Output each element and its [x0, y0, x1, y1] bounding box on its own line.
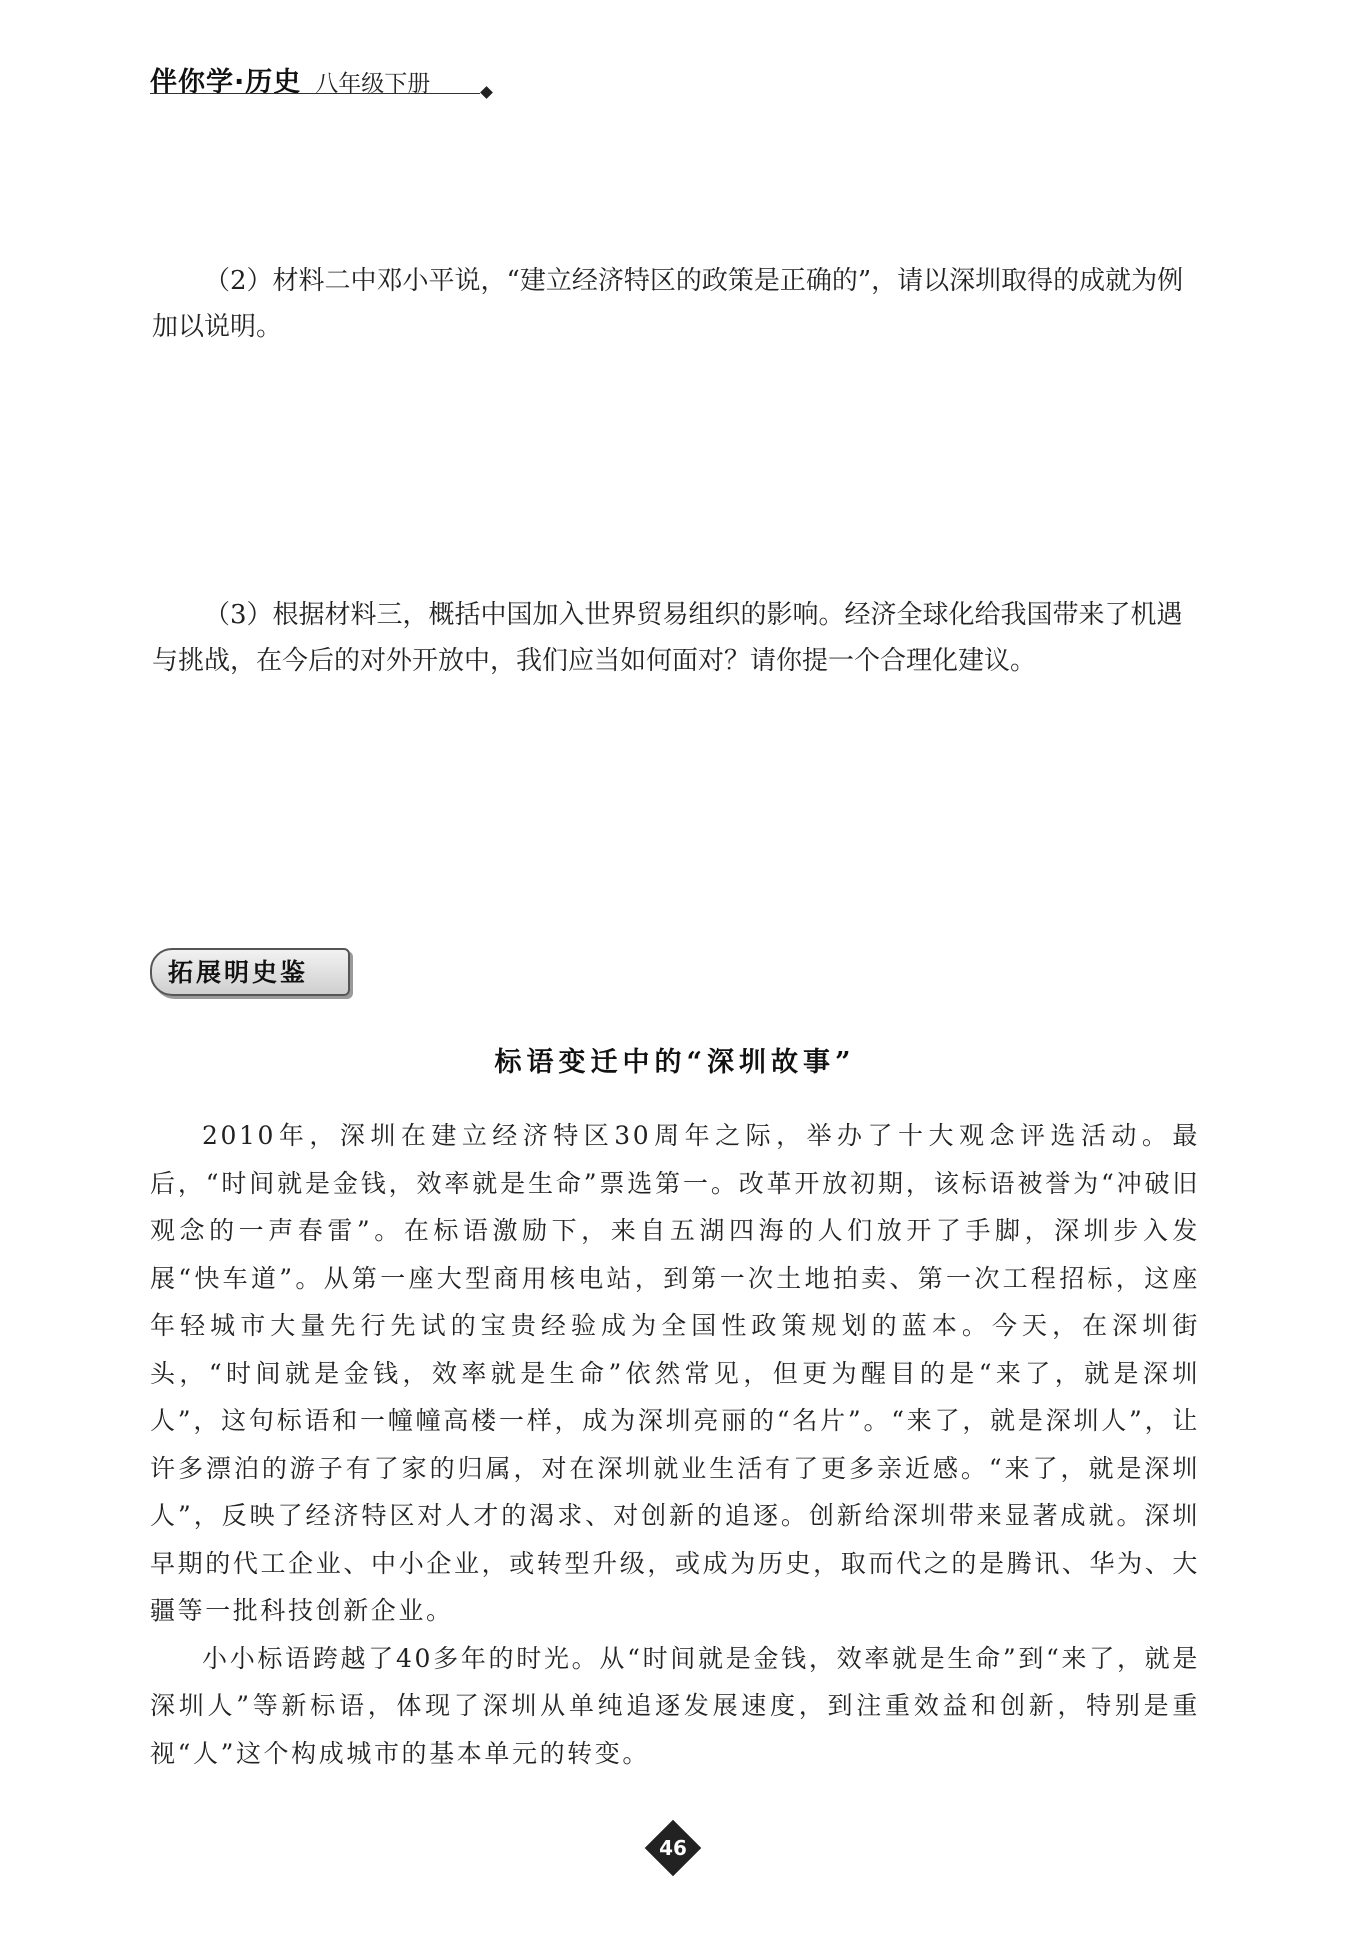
section-tag: [150, 948, 350, 994]
article-body: [150, 1112, 1200, 1777]
article-paragraph: 2010年，深圳在建立经济特区30周年之际，举办了十大观念评选活动。最后，“时间就是金钱，效率就是生命”票选第一。改革开放初期，该标语被誉为“冲破旧观念的一声春雷”。在标语激励下，来自五湖四海的人们放开了手脚，深圳步入发展“快车道”。从第一座大型商用核电站，到第一次土地拍卖、第一次工程招标，这座年轻城市大量先行先试的宝贵经验成为全国性政策规划的蓝本。今天，在深圳街头，“时间就是金钱，效率就是生命”依然常见，但更为醒目的是“来了，就是深圳人”，这句标语和一幢幢高楼一样，成为深圳亮丽的“名片”。“来了，就是深圳人”，让许多漂泊的游子有了家的归属，对在深圳就业生活有了更多亲近感。“来了，就是深圳人”，反映了经济特区对人才的渴求、对创新的追逐。创新给深圳带来显著成就。深圳早期的代工企业、中小企业，或转型升级，或成为历史，取而代之的是腾讯、华为、大疆等一批科技创新企业。: [150, 1121, 1200, 1625]
book-title: 伴你学·历史: [150, 67, 302, 98]
page-number-label: 46: [659, 1836, 687, 1860]
header-diamond-icon: [480, 86, 493, 99]
header-rule: [150, 93, 480, 94]
question-3: （3）根据材料三，概括中国加入世界贸易组织的影响。经济全球化给我国带来了机遇与挑战，在今后的对外开放中，我们应当如何面对？请你提一个合理化建议。: [152, 600, 1183, 676]
page-number: [650, 1825, 696, 1871]
running-header: [150, 60, 430, 100]
book-grade: 八年级下册: [315, 71, 431, 97]
article-title: 标语变迁中的“深圳故事”: [494, 1047, 856, 1078]
article-paragraph: 小小标语跨越了40多年的时光。从“时间就是金钱，效率就是生命”到“来了，就是深圳人”等新标语，体现了深圳从单纯追逐发展速度，到注重效益和创新，特别是重视“人”这个构成城市的基本单元的转变。: [150, 1643, 1200, 1768]
question-2: （2）材料二中邓小平说，“建立经济特区的政策是正确的”，请以深圳取得的成就为例加以说明。: [152, 266, 1184, 342]
section-tag-label: 拓展明史鉴: [168, 958, 309, 987]
